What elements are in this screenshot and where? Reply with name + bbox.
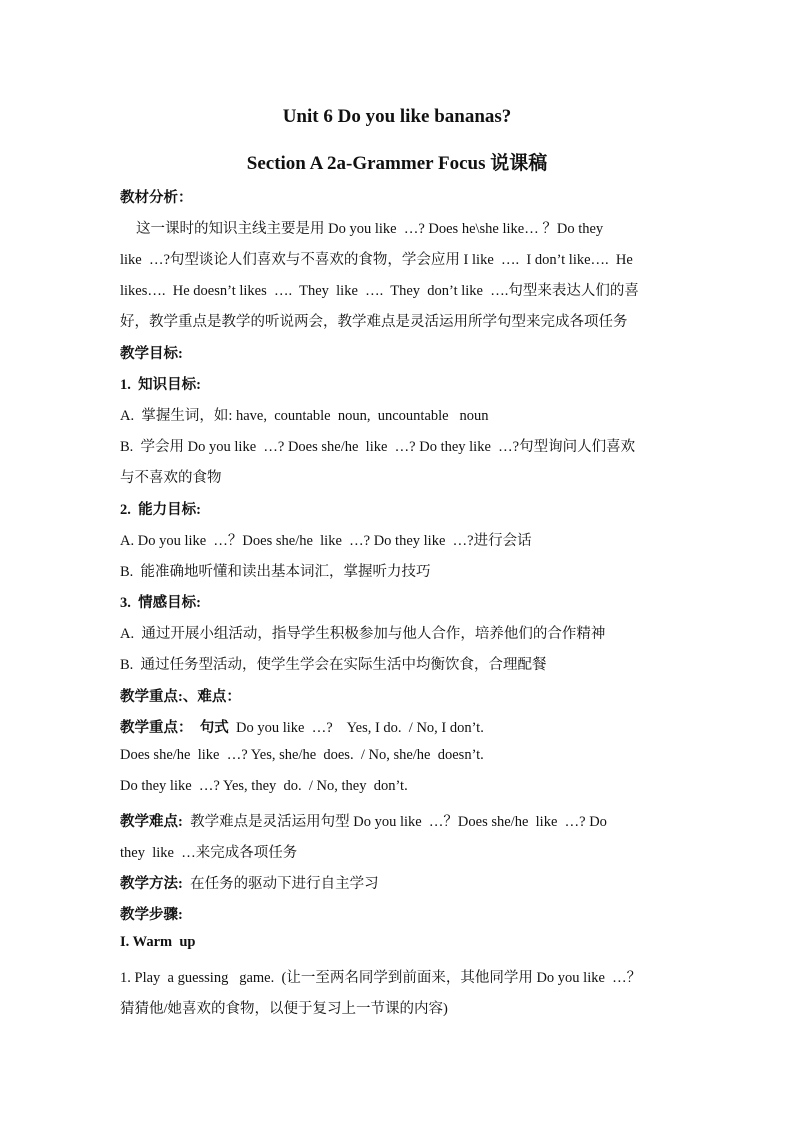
analysis-heading: 教材分析： xyxy=(120,190,193,206)
knowledge-item-b-cont: 与不喜欢的食物 xyxy=(120,470,222,486)
key-points-heading: 教学重点:、难点： xyxy=(120,689,241,705)
analysis-line-3: likes…. He doesn’t likes …. They like …. They don’t like ….句型来表达人们的喜 xyxy=(120,283,639,299)
method-line xyxy=(120,872,379,893)
step-item-1-cont: 猜猜他/她喜欢的食物，以便于复习上一节课的内容) xyxy=(120,1001,448,1017)
method-text: 在任务的驱动下进行自主学习 xyxy=(182,876,379,892)
ability-heading: 2. 能力目标: xyxy=(120,502,201,518)
analysis-line-2: like …?句型谈论人们喜欢与不喜欢的食物，学会应用 I like …. I don’t like…. He xyxy=(120,252,633,268)
emotion-heading: 3. 情感目标: xyxy=(120,595,201,611)
focus-line-2: Does she/he like …? Yes, she/he does. / No, she/he doesn’t. xyxy=(120,747,484,763)
steps-heading: 教学步骤: xyxy=(120,907,183,923)
document-subtitle: Section A 2a-Grammer Focus 说课稿 xyxy=(246,153,548,174)
focus-label: 教学重点： 句式 xyxy=(120,720,229,736)
emotion-item-b: B. 通过任务型活动，使学生学会在实际生活中均衡饮食，合理配餐 xyxy=(120,657,547,673)
objectives-heading: 教学目标: xyxy=(120,346,183,362)
difficulty-line xyxy=(120,810,607,831)
ability-item-a: A. Do you like …？Does she/he like …? Do they like …?进行会话 xyxy=(120,533,532,549)
step-item-1: 1. Play a guessing game. (让一至两名同学到前面来，其他同学用 Do you like …？ xyxy=(120,970,642,986)
method-label: 教学方法: xyxy=(120,876,183,892)
warmup-heading: I. Warm up xyxy=(120,934,196,950)
difficulty-label: 教学难点: xyxy=(120,814,183,830)
analysis-line-4: 好，教学重点是教学的听说两会，教学难点是灵活运用所学句型来完成各项任务 xyxy=(120,314,628,330)
focus-line xyxy=(120,716,484,737)
emotion-item-a: A. 通过开展小组活动，指导学生积极参加与他人合作，培养他们的合作精神 xyxy=(120,626,606,642)
ability-item-b: B. 能准确地听懂和读出基本词汇，掌握听力技巧 xyxy=(120,564,431,580)
knowledge-heading: 1. 知识目标: xyxy=(120,377,201,393)
focus-text: Do you like …? Yes, I do. / No, I don’t. xyxy=(228,720,484,736)
difficulty-line-2: they like …来完成各项任务 xyxy=(120,845,298,861)
focus-line-3: Do they like …? Yes, they do. / No, they don’t. xyxy=(120,778,408,794)
difficulty-text: 教学难点是灵活运用句型 Do you like …？Does she/he like …? Do xyxy=(182,814,607,830)
knowledge-item-b: B. 学会用 Do you like …? Does she/he like …? Do they like …?句型询问人们喜欢 xyxy=(120,439,636,455)
document-title: Unit 6 Do you like bananas? xyxy=(282,106,512,127)
analysis-line-1: 这一课时的知识主线主要是用 Do you like …? Does he\she like… ？Do they xyxy=(136,221,604,237)
knowledge-item-a: A. 掌握生词，如: have, countable noun, uncountable noun xyxy=(120,408,489,424)
